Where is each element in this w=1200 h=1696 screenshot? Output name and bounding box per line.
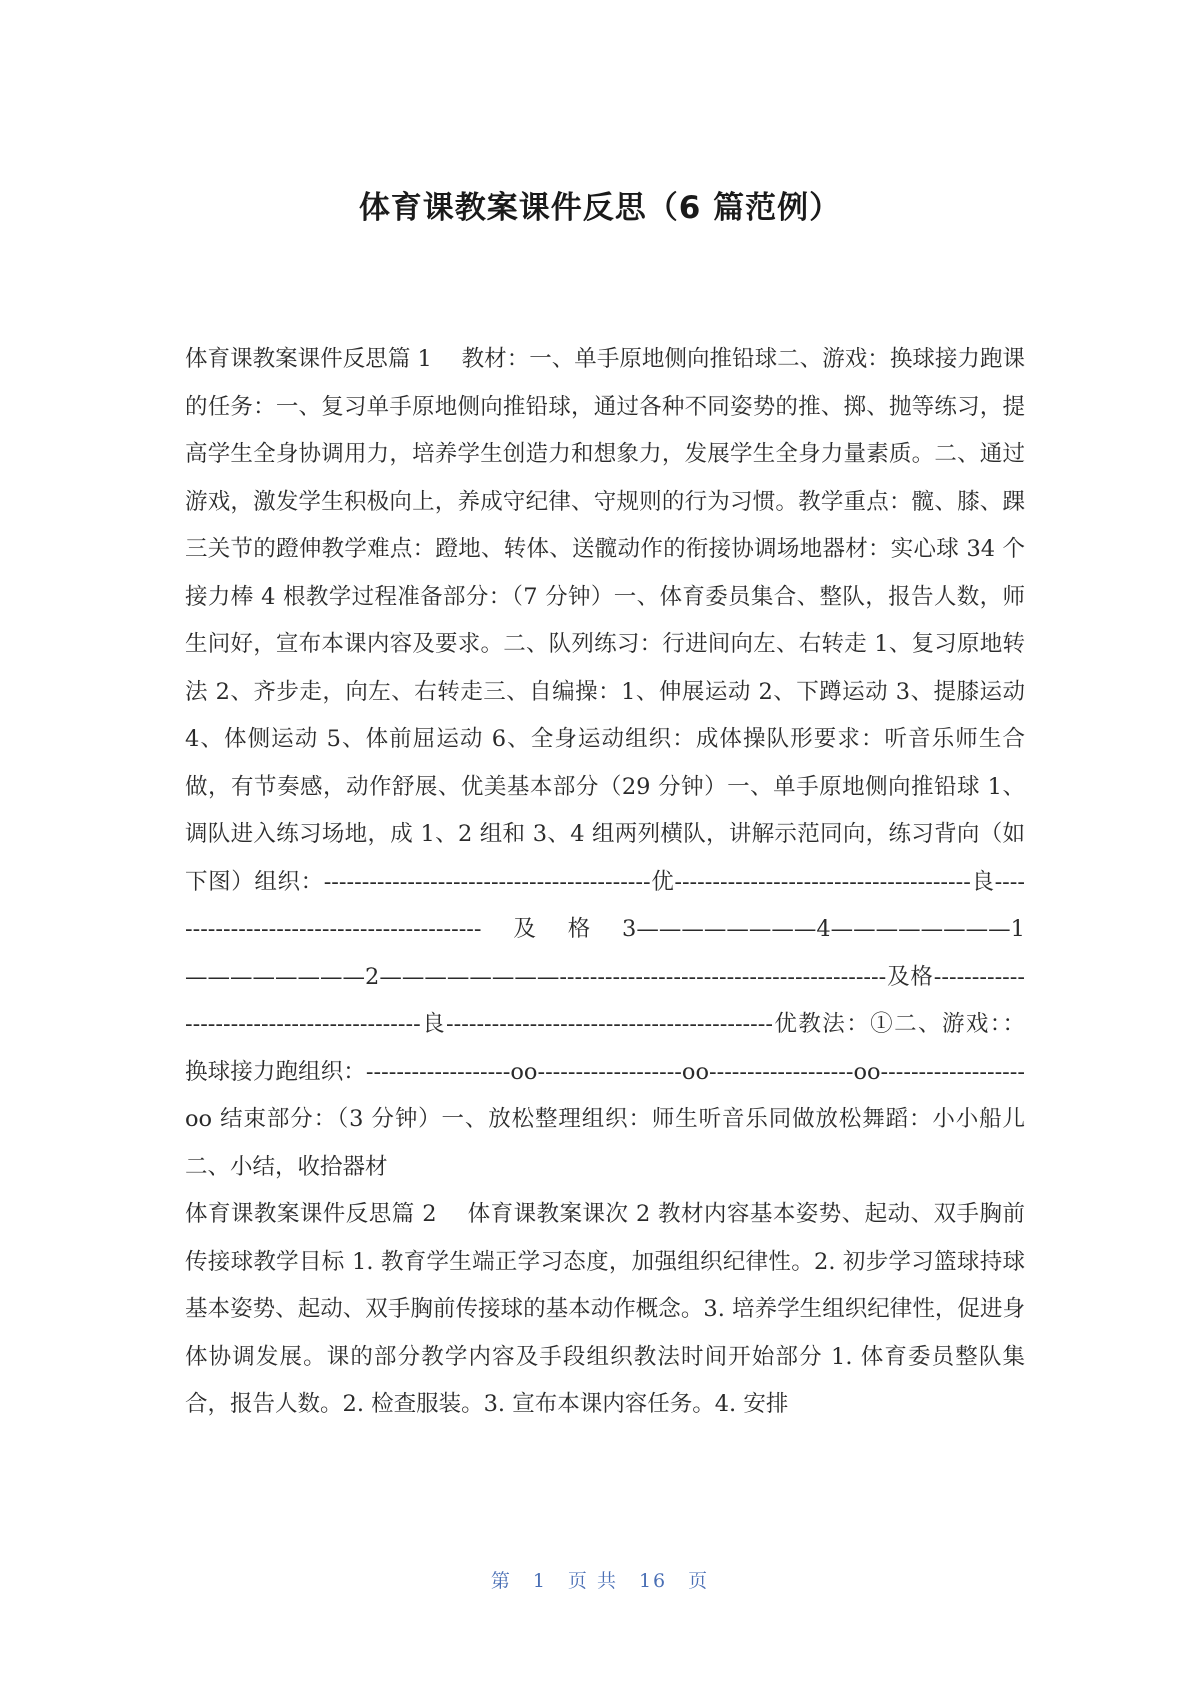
document-body (185, 336, 1025, 1429)
paragraph-article-1: 体育课教案课件反思篇 1 教材：一、单手原地侧向推铅球二、游戏：换球接力跑课的任务：一、复习单手原地侧向推铅球，通过各种不同姿势的推、掷、抛等练习，提高学生全身协调用力，培养学生创造力和想象力，发展学生全身力量素质。二、通过游戏，激发学生积极向上，养成守纪律、守规则的行为习惯。教学重点：髋、膝、踝三关节的蹬伸教学难点：蹬地、转体、送髋动作的衔接协调场地器材：实心球 34 个接力棒 4 根教学过程准备部分：（7 分钟）一、体育委员集合、整队，报告人数，师生问好，宣布本课内容及要求。二、队列练习：行进间向左、右转走 1、复习原地转法 2、齐步走，向左、右转走三、自编操：1、伸展运动 2、下蹲运动 3、提膝运动 4、体侧运动 5、体前屈运动 6、全身运动组织：成体操队形要求：听音乐师生合做，有节奏感，动作舒展、优美基本部分（29 分钟）一、单手原地侧向推铅球 1、调队进入练习场地，成 1、2 组和 3、4 组两列横队，讲解示范同向，练习背向（如下图）组织：-------------------------------------------优---------------------------------------良-------------------------------------------及格3————————4————————1————————2————————-------------------------------------------及格-------------------------------------------良-------------------------------------------优教法：①二、游戏：：换球接力跑组织：-------------------oo-------------------oo-------------------oo-------------------oo 结束部分：（3 分钟）一、放松整理组织：师生听音乐同做放松舞蹈：小小船儿二、小结，收拾器材 (185, 346, 1025, 1180)
paragraph-article-2: 体育课教案课件反思篇 2 体育课教案课次 2 教材内容基本姿势、起动、双手胸前传接球教学目标 1. 教育学生端正学习态度，加强组织纪律性。2. 初步学习篮球持球基本姿势、起动、双手胸前传接球的基本动作概念。3. 培养学生组织纪律性，促进身体协调发展。课的部分教学内容及手段组织教法时间开始部分 1. 体育委员整队集合，报告人数。2. 检查服装。3. 宣布本课内容任务。4. 安排 (185, 1201, 1025, 1417)
page-title: 体育课教案课件反思（6 篇范例） (358, 190, 842, 226)
page-number-text: 第 1 页 共 16 页 (490, 1570, 710, 1592)
page-number-footer (0, 1566, 1200, 1593)
